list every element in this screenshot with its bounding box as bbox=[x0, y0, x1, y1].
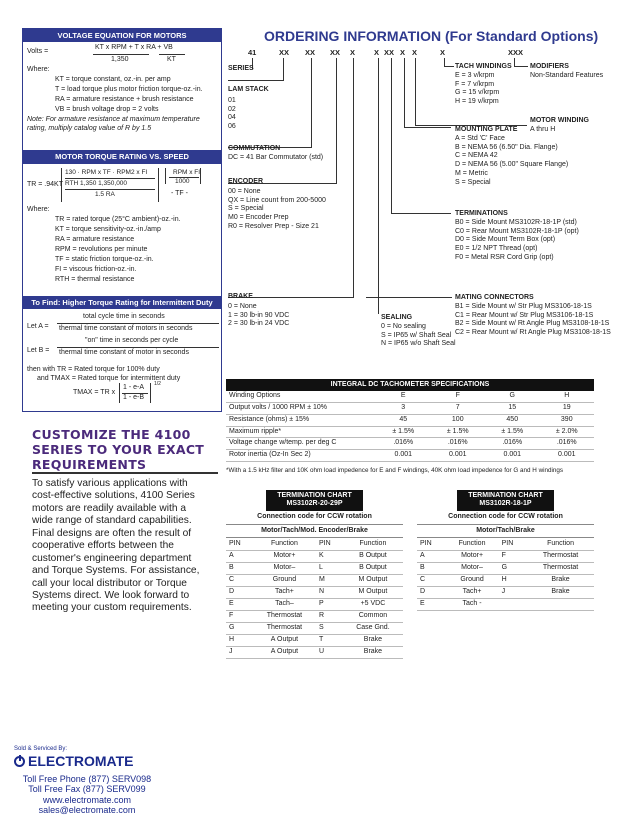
table-row: B Motor– G Thermostat bbox=[417, 562, 594, 574]
torque-def: RPM = revolutions per minute bbox=[55, 245, 148, 253]
power-icon bbox=[14, 756, 25, 767]
termination-chart-1 bbox=[226, 490, 403, 659]
table-row: Winding Options E F G H bbox=[226, 391, 594, 402]
connector-line bbox=[366, 297, 452, 298]
table-row: Maximum ripple* ± 1.5% ± 1.5% ± 1.5% ± 2.0% bbox=[226, 426, 594, 438]
voltage-def: RA = armature resistance + brush resistance bbox=[55, 96, 194, 104]
connector-line bbox=[353, 58, 354, 298]
termination-chart-2 bbox=[417, 490, 594, 611]
customize-body: To satisfy various applications with cost-effective solutions, 4100 Series motors are readily available with a wide range of standard capabilities. Final designs are often the result of cooperative efforts between the customer's engineering department and Torque Systems. For assistance, call your local distributor or Torque Systems direct. We look forward to meeting your custom requirements. bbox=[32, 478, 200, 614]
fraction-bar bbox=[159, 54, 185, 55]
voltage-equation-title: VOLTAGE EQUATION FOR MOTORS bbox=[23, 29, 221, 42]
torque-eq-row3: 1.5 RA bbox=[95, 190, 115, 198]
table-row: Voltage change w/temp. per deg C .016% .016% .016% .016% bbox=[226, 438, 594, 450]
connector-line bbox=[391, 213, 451, 214]
table-row: Rotor inertia (Oz-In Sec 2) 0.001 0.001 0.001 0.001 bbox=[226, 450, 594, 462]
connector-line bbox=[404, 58, 405, 128]
connector-line bbox=[366, 297, 367, 298]
brake-group: BRAKE 0 = None 1 = 30 lb-in 90 VDC 2 = 30 lb-in 24 VDC bbox=[228, 293, 290, 328]
torque-eq-row2: RTH 1,350 1,350,000 bbox=[65, 179, 128, 187]
electromate-logo bbox=[14, 753, 134, 771]
sold-by-label: Sold & Serviced By: bbox=[14, 746, 68, 752]
then-line: then with TR = Rated torque for 100% duty bbox=[27, 366, 160, 374]
table-row: D Tach+ N M Output bbox=[226, 586, 403, 598]
fraction-bar bbox=[57, 323, 219, 324]
torque-where: Where: bbox=[27, 205, 50, 213]
torque-def: FI = viscous friction-oz.-in. bbox=[55, 265, 137, 273]
table-row: A Motor+ F Thermostat bbox=[417, 550, 594, 562]
connector-line bbox=[514, 66, 528, 67]
table-row: D Tach+ J Brake bbox=[417, 586, 594, 598]
sealing-group: SEALING 0 = No sealing S = IP65 w/ Shaft Seal N = IP65 w/o Shaft Seal bbox=[381, 314, 456, 348]
termination-subtitle: Motor/Tach/Mod. Encoder/Brake bbox=[226, 525, 403, 539]
connector-line bbox=[378, 58, 379, 314]
termination-subtitle: Motor/Tach/Brake bbox=[417, 525, 594, 539]
torque-def: RTH = thermal resistance bbox=[55, 275, 135, 283]
voltage-eq-left: Volts = bbox=[27, 48, 49, 56]
termination-chart-title: TERMINATION CHART MS3102R-20-29P bbox=[266, 490, 363, 511]
tmax-denominator: 1 - e-B bbox=[123, 394, 145, 402]
termination-subtitle: Connection code for CCW rotation bbox=[417, 511, 594, 525]
table-row: C Ground M M Output bbox=[226, 574, 403, 586]
table-row: B Motor– L B Output bbox=[226, 562, 403, 574]
intermittent-title: To Find: Higher Torque Rating for Intermittent Duty bbox=[23, 296, 221, 309]
tmax-numerator: 1 - e-A bbox=[123, 384, 145, 392]
tmax-exponent: 1/2 bbox=[154, 381, 161, 388]
fraction-bar bbox=[65, 189, 155, 190]
torque-eq-row1: 130 · RPM x TF · RPM2 x FI bbox=[65, 168, 148, 176]
brand-name: ELECTROMATE bbox=[28, 753, 134, 769]
table-row: F Thermostat R Common bbox=[226, 610, 403, 622]
let-b-denominator: thermal time constant of motor in seconds bbox=[59, 349, 189, 357]
table-row: E Tach– P +5 VDC bbox=[226, 598, 403, 610]
voltage-note: rating, multiply catalog value of R by 1.5 bbox=[27, 125, 152, 133]
tach-spec-footnote: *With a 1.5 kHz filter and 10K ohm load impedence for E and F windings, 40K ohm load impedence for G and H windings bbox=[226, 467, 564, 474]
table-row: H A Output T Brake bbox=[226, 634, 403, 646]
tmax-left: TMAX = TR x bbox=[73, 389, 116, 397]
connector-line bbox=[228, 80, 284, 81]
table-row: A Motor+ K B Output bbox=[226, 550, 403, 562]
connector-line bbox=[378, 313, 379, 314]
let-b-numerator: "on" time in seconds per cycle bbox=[85, 337, 179, 345]
table-row: G Thermostat S Case Gnd. bbox=[226, 622, 403, 634]
divider bbox=[32, 472, 218, 474]
torque-eq-rpm: RPM x FI bbox=[173, 168, 201, 176]
contact-info bbox=[14, 774, 160, 815]
connector-line bbox=[444, 58, 445, 66]
table-row: Resistance (ohms) ± 15% 45 100 450 390 bbox=[226, 414, 594, 426]
terminations-group: TERMINATIONS B0 = Side Mount MS3102R-18-1P (std) C0 = Rear Mount MS3102R-18-1P (opt) D0 = Side Mount Term Box (opt) E0 = 1/2 NPT Thread (opt) F0 = Metal RSR Cord Grip (opt) bbox=[455, 210, 579, 261]
table-row: C Ground H Brake bbox=[417, 574, 594, 586]
table-header-row: PIN Function PIN Function bbox=[417, 538, 594, 550]
voltage-def: VB = brush voltage drop = 2 volts bbox=[55, 106, 159, 114]
torque-def: TF = static friction torque-oz.-in. bbox=[55, 255, 154, 263]
ordering-title: ORDERING INFORMATION (For Standard Options) bbox=[264, 28, 599, 44]
termination-subtitle: Connection code for CCW rotation bbox=[226, 511, 403, 525]
table-header-row: PIN Function PIN Function bbox=[226, 538, 403, 550]
connector-line bbox=[404, 127, 451, 128]
torque-rating-title: MOTOR TORQUE RATING VS. SPEED bbox=[23, 150, 221, 163]
let-a-denominator: thermal time constant of motors in seconds bbox=[59, 325, 193, 333]
motor-winding-group: MOTOR WINDING A thru H bbox=[530, 117, 589, 133]
mating-connectors-group: MATING CONNECTORS B1 = Side Mount w/ Str Plug MS3106-18-1S C1 = Rear Mount w/ Str Plug MS3106-18-1S B2 = Side Mount w/ Rt Angle Plug MS3108-18-1S C2 = Rear Mount w/ Rt Angle Plug MS3108-18-1S bbox=[455, 294, 611, 336]
connector-line bbox=[311, 58, 312, 148]
let-a-label: Let A = bbox=[27, 323, 49, 331]
fraction-bar bbox=[93, 54, 149, 55]
tach-spec-title: INTEGRAL DC TACHOMETER SPECIFICATIONS bbox=[226, 379, 594, 391]
voltage-def: KT = torque constant, oz.-in. per amp bbox=[55, 76, 171, 84]
tach-windings-group: TACH WINDINGS E = 3 v/krpm F = 7 v/krpm G = 15 v/krpm H = 19 v/krpm bbox=[455, 63, 512, 105]
let-a-numerator: total cycle time in seconds bbox=[83, 313, 165, 321]
website-link[interactable]: www.electromate.com bbox=[42, 794, 132, 805]
voltage-eq-den1: 1,350 bbox=[111, 56, 129, 64]
table-row: Output volts / 1000 RPM ± 10% 3 7 15 19 bbox=[226, 403, 594, 415]
torque-def: TR = rated torque (25°C ambient)-oz.-in. bbox=[55, 215, 181, 223]
mounting-plate-group: MOUNTING PLATE A = Std 'C' Face B = NEMA 56 (6.50" Dia. Flange) C = NEMA 42 D = NEMA 56 (5.00" Square Flange) M = Metric S = Special bbox=[455, 126, 569, 186]
series-label: SERIES bbox=[228, 65, 254, 72]
fax: Toll Free Fax (877) SERV099 bbox=[28, 784, 146, 795]
fraction-bar bbox=[65, 178, 155, 179]
commutation-group: COMMUTATION DC = 41 Bar Commutator (std) bbox=[228, 145, 324, 161]
voltage-eq-numerator: KT x RPM + T x RA + VB bbox=[95, 44, 173, 52]
connector-line bbox=[415, 58, 416, 126]
voltage-note: Note: For armature resistance at maximum temperature bbox=[27, 116, 200, 124]
phone: Toll Free Phone (877) SERV098 bbox=[22, 774, 152, 784]
modifiers-group: MODIFIERS Non-Standard Features bbox=[530, 63, 604, 79]
let-b-label: Let B = bbox=[27, 347, 50, 355]
connector-line bbox=[283, 58, 284, 81]
table-row: E Tach - bbox=[417, 598, 594, 610]
torque-eq-1000: 1000 bbox=[175, 177, 190, 185]
connector-line bbox=[391, 58, 392, 214]
then-line: and TMAX = Rated torque for intermittent duty bbox=[37, 375, 181, 383]
encoder-group: ENCODER 00 = None QX = Line count from 200-5000 S = Special M0 = Encoder Prep R0 = Resolver Prep - Size 21 bbox=[228, 178, 326, 230]
fraction-bar bbox=[57, 347, 219, 348]
connector-line bbox=[444, 66, 454, 67]
customize-heading: CUSTOMIZE THE 4100 SERIES TO YOUR EXACT REQUIREMENTS bbox=[32, 427, 205, 472]
voltage-eq-den2: KT bbox=[167, 56, 176, 64]
connector-line bbox=[336, 58, 337, 184]
torque-def: RA = armature resistance bbox=[55, 235, 135, 243]
lam-stack-group: LAM STACK 01 02 04 06 bbox=[228, 86, 269, 130]
tach-spec-table bbox=[226, 379, 594, 462]
email-link[interactable]: sales@electromate.com bbox=[38, 805, 136, 816]
connector-line bbox=[514, 58, 515, 66]
table-row: J A Output U Brake bbox=[226, 646, 403, 658]
equations-panel bbox=[22, 28, 222, 412]
torque-eq-tf: - TF - bbox=[171, 189, 188, 197]
torque-eq-left: TR = .94KT bbox=[27, 180, 63, 188]
voltage-def: T = load torque plus motor friction torque-oz.-in. bbox=[55, 86, 203, 94]
voltage-where: Where: bbox=[27, 66, 50, 74]
torque-def: KT = torque sensitivity-oz.-in./amp bbox=[55, 225, 161, 233]
termination-chart-title: TERMINATION CHART MS3102R-18-1P bbox=[457, 490, 554, 511]
